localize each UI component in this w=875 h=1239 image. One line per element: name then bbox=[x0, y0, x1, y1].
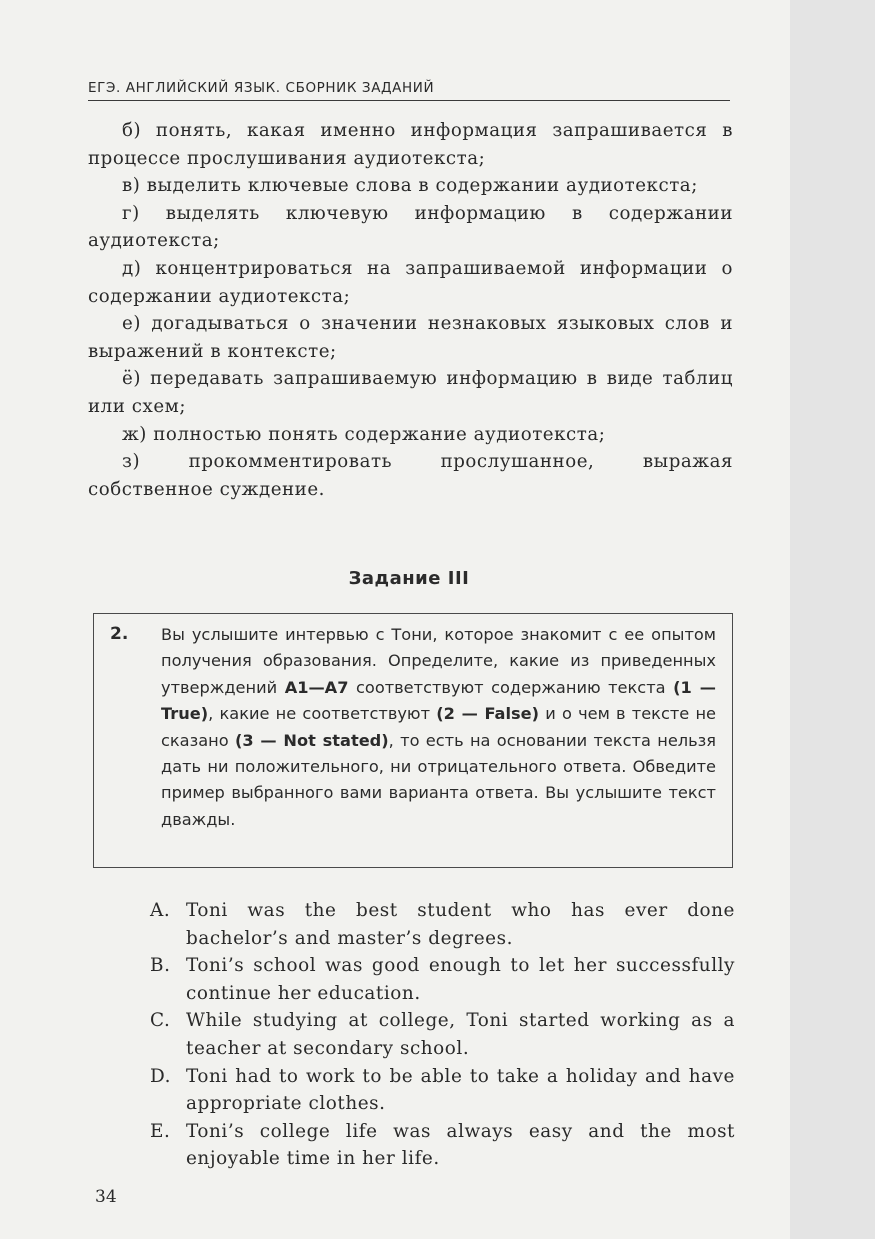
skills-list bbox=[88, 117, 733, 503]
statement-text: Toni’s college life was always easy and the most enjoyable time in her life. bbox=[186, 1120, 735, 1170]
list-item: д) концентрироваться на запрашиваемой информации о содержании аудиотекста; bbox=[88, 257, 733, 307]
statement-letter: B. bbox=[150, 955, 171, 977]
instruction-part: соответствуют содержанию текста bbox=[348, 677, 674, 697]
statement-letter: A. bbox=[150, 900, 171, 921]
running-header: ЕГЭ. АНГЛИЙСКИЙ ЯЗЫК. СБОРНИК ЗАДАНИЙ bbox=[88, 80, 435, 96]
list-item: г) выделять ключевую информацию в содержании аудиотекста; bbox=[88, 202, 733, 252]
statement-text: Toni had to work to be able to take a holiday and have appropriate clothes. bbox=[186, 1065, 735, 1115]
statement-text: Toni was the best student who has ever done bachelor’s and master’s degrees. bbox=[186, 900, 735, 949]
list-item: ё) передавать запрашиваемую информацию в виде таблиц или схем; bbox=[88, 368, 733, 417]
statement-item bbox=[150, 952, 735, 1007]
instruction-bold-part: А1—А7 bbox=[284, 677, 349, 697]
instruction-bold-part: (3 — Not stated) bbox=[234, 730, 389, 750]
instruction-bold-part: (1 — True) bbox=[161, 677, 716, 724]
instruction-part: , какие не соответствуют bbox=[208, 704, 437, 724]
list-item: б) понять, какая именно информация запрашивается в процессе прослушивания аудиотекста; bbox=[88, 120, 733, 169]
instruction-part: и о чем в тексте не сказано bbox=[161, 704, 716, 750]
statement-item bbox=[150, 1007, 735, 1062]
list-item: ж) полностью понять содержание аудиотекста; bbox=[122, 423, 606, 445]
page-number: 34 bbox=[95, 1187, 117, 1207]
task-instruction-box bbox=[93, 613, 733, 868]
list-item: з) прокомментировать прослушанное, выражая собственное суждение. bbox=[88, 451, 733, 500]
instruction-part: Вы услышите интервью с Тони, которое знакомит с ее опытом получения образования. Определите, какие из приведенных утверждений bbox=[161, 625, 716, 697]
statement-text: While studying at college, Toni started working as a teacher at secondary school. bbox=[186, 1010, 735, 1059]
instruction-part: , то есть на основании текста нельзя дать ни положительного, ни отрицательного ответа. Обведите пример выбранного вами варианта ответа. Вы услышите текст дважды. bbox=[161, 730, 717, 829]
list-item: е) догадываться о значении незнаковых языковых слов и выражений в контексте; bbox=[88, 313, 733, 362]
statement-letter: E. bbox=[150, 1120, 171, 1142]
statement-item bbox=[150, 1063, 735, 1118]
task-instruction-text bbox=[161, 622, 716, 833]
task-title: Задание III bbox=[348, 568, 470, 589]
statement-letter: D. bbox=[150, 1065, 172, 1087]
task-number: 2. bbox=[110, 624, 129, 644]
statements-list bbox=[150, 897, 735, 1173]
statement-item bbox=[150, 897, 735, 952]
statement-item bbox=[150, 1118, 735, 1173]
list-item: в) выделить ключевые слова в содержании аудиотекста; bbox=[122, 175, 698, 197]
statement-letter: C. bbox=[150, 1010, 171, 1032]
header-rule bbox=[88, 100, 730, 101]
statement-text: Toni’s school was good enough to let her successfully continue her education. bbox=[186, 955, 735, 1004]
scan-margin bbox=[790, 0, 875, 1239]
instruction-bold-part: (2 — False) bbox=[436, 704, 540, 724]
